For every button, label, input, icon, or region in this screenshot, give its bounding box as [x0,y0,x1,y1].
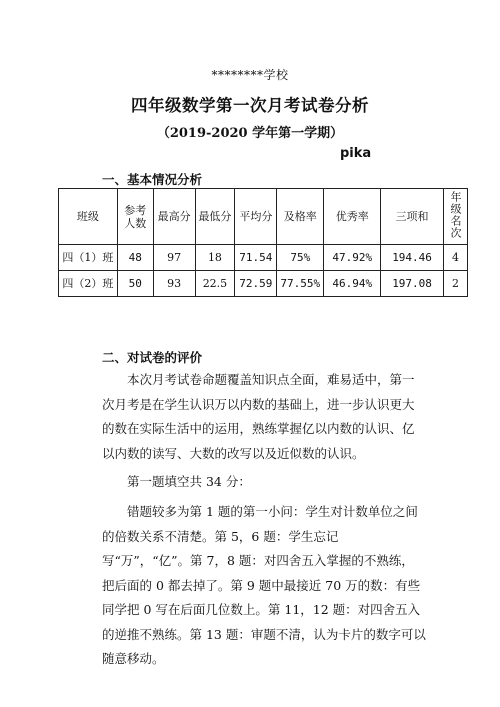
paragraph-overview: 本次月考试卷命题覆盖知识点全面，难易适中，第一次月考是在学生认识万以内数的基础上，进一步认识更大的数在实际生活中的运用，熟练掌握亿以内数的认识、亿以内数的读写、大数的改写以及近似数的认识。 [102,372,415,461]
cell-avg: 72.59 [235,271,277,297]
cell-rank: 2 [443,271,467,297]
table-row [59,245,468,271]
table-row [59,271,468,297]
cell-sum: 197.08 [381,271,444,297]
cell-avg: 71.54 [235,245,277,271]
cell-max: 97 [153,245,195,271]
col-header-min: 最低分 [195,189,235,245]
section-heading-evaluation: 二、对试卷的评价 [102,350,203,365]
cell-count: 48 [117,245,153,271]
cell-class: 四（2）班 [59,271,118,297]
paragraph-question1-heading: 第一题填空共 34 分： [127,474,251,489]
school-name: ********学校 [211,68,289,82]
author-name: pika [340,146,372,161]
col-header-max: 最高分 [153,189,195,245]
cell-excellent: 46.94% [324,271,381,297]
cell-class: 四（1）班 [59,245,118,271]
col-header-sum: 三项和 [381,189,444,245]
cell-rank: 4 [443,245,467,271]
section-heading-basic: 一、基本情况分析 [102,172,203,187]
col-header-rank [443,189,467,245]
cell-sum: 194.46 [381,245,444,271]
cell-min: 18 [195,245,235,271]
col-header-excellent: 优秀率 [324,189,381,245]
col-header-rank-text: 年级名次 [448,191,462,239]
col-header-count-text: 参考人数 [124,203,147,230]
col-header-avg: 平均分 [235,189,277,245]
cell-excellent: 47.92% [324,245,381,271]
table-header-row [59,189,468,245]
col-header-pass: 及格率 [277,189,324,245]
cell-min: 22.5 [195,271,235,297]
stats-table [58,188,468,297]
cell-count: 50 [117,271,153,297]
col-header-class: 班级 [59,189,118,245]
document-title: 四年级数学第一次月考试卷分析 [131,96,369,115]
term-line: （2019-2020 学年第一学期） [156,126,344,141]
cell-pass: 77.55% [277,271,324,297]
cell-max: 93 [153,271,195,297]
paragraph-question1-errors: 错题较多为第 1 题的第一小问：学生对计数单位之间的倍数关系不清楚。第 5，6 题：学生忘记写“万”，“亿”。第 7，8 题：对四舍五入掌握的不熟练，把后面的 0 都去掉了。第 9 题中最接近 70 万的数：有些同学把 0 写在后面几位数上。第 11，12 题：对四舍五入的逆推不熟练。第 13 题：审题不清，认为卡片的数字可以随意移动。 [102,504,426,666]
col-header-count [117,189,153,245]
cell-pass: 75% [277,245,324,271]
